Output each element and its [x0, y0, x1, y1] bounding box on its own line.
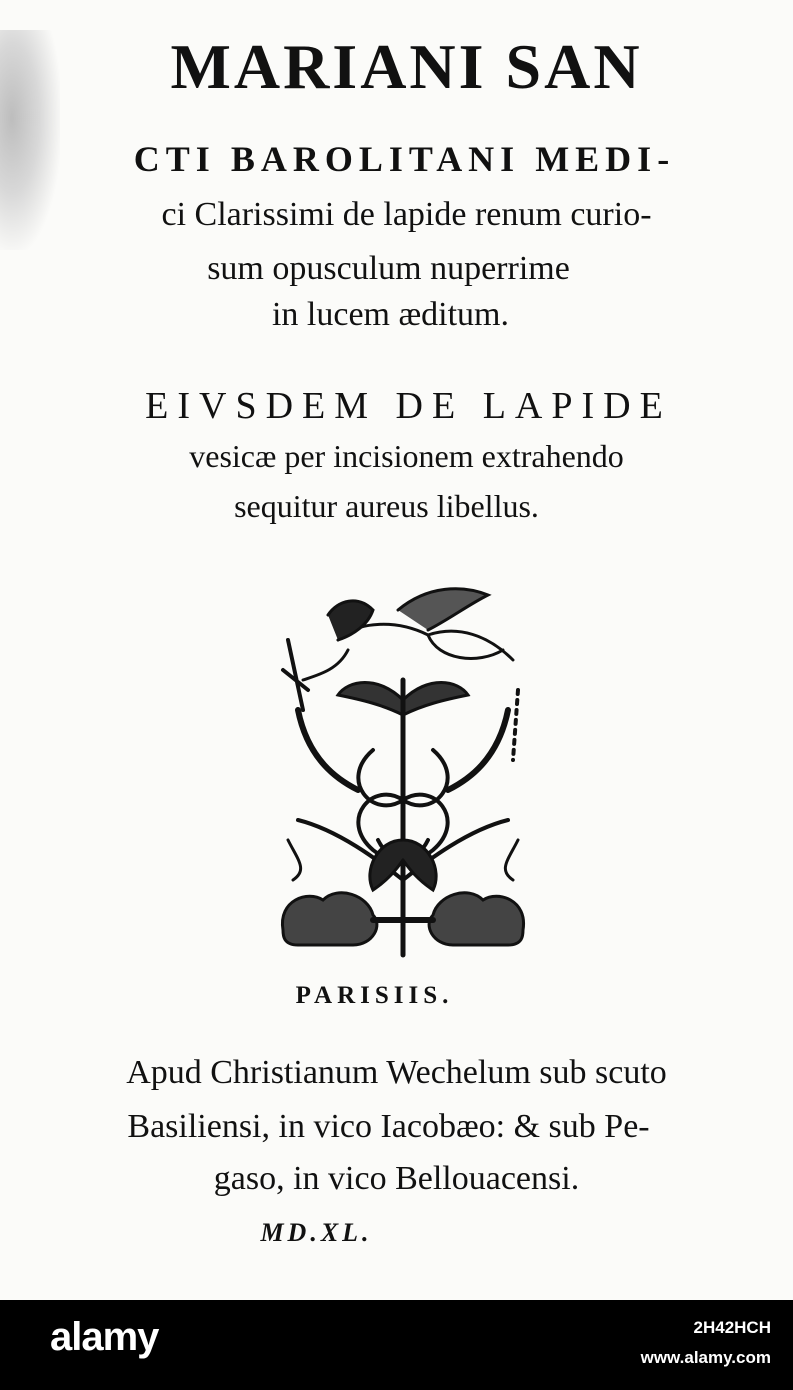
title-line-1: MARIANI SAN	[170, 31, 643, 102]
pegasus-caduceus-printers-mark-icon	[278, 580, 528, 960]
imprint-place: PARISIIS.	[295, 982, 454, 1009]
imprint-year: MD.XL.	[260, 1218, 373, 1247]
subtitle-line-3: sequitur aureus libellus.	[234, 488, 539, 524]
title-line-3: ci Clarissimi de lapide renum curio-	[161, 196, 652, 233]
alamy-logo: alamy	[50, 1315, 159, 1359]
image-id: 2H42HCH	[693, 1318, 771, 1337]
title-line-5: in lucem æditum.	[271, 296, 510, 333]
imprint-line-3: gaso, in vico Bellouacensi.	[213, 1160, 580, 1197]
title-line-4: sum opusculum nuperrime	[207, 250, 570, 287]
imprint-line-1: Apud Christianum Wechelum sub scuto	[126, 1054, 667, 1091]
title-line-2: CTI BAROLITANI MEDI-	[133, 139, 676, 179]
imprint-line-2: Basiliensi, in vico Iacobæo: & sub Pe-	[127, 1108, 650, 1145]
subtitle-line-1: EIVSDEM DE LAPIDE	[145, 385, 672, 427]
subtitle-line-2: vesicæ per incisionem extrahendo	[189, 438, 624, 474]
site-url: www.alamy.com	[640, 1348, 771, 1367]
